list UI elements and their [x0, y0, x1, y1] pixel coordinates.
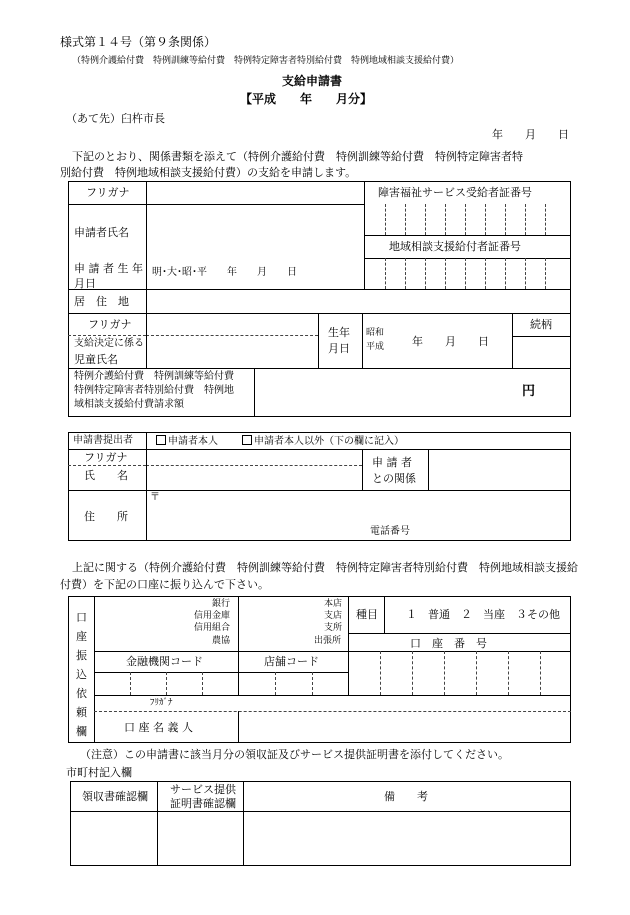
account-type-label: 種目 — [356, 608, 378, 621]
intro-line-2: 別給付費 特例地域相談支援給付費）の支給を申請します。 — [60, 166, 357, 179]
submitter-self-option[interactable] — [156, 435, 218, 447]
bank-side-1: 口 — [76, 611, 87, 624]
remarks-label: 備 考 — [384, 790, 428, 803]
yen-unit: 円 — [522, 384, 536, 399]
bank-side-5: 依 — [76, 687, 87, 700]
page-title: 支給申請書 — [282, 74, 343, 88]
amount-label-1: 特例介護給付費 特例訓練等給付費 — [74, 371, 234, 382]
receipt-check-label: 領収書確認欄 — [82, 790, 148, 803]
form-subtitle: （特例介護給付費 特例訓練等給付費 特例特定障害者特別給付費 特例地域相談支援給付費） — [72, 56, 460, 66]
submitter-name-field[interactable] — [148, 467, 360, 489]
submitter-furigana-label: フリガナ — [84, 451, 128, 464]
submitter-other-option[interactable] — [242, 435, 404, 447]
branch-branch: 支店 — [324, 611, 343, 621]
child-dob-label-2: 月日 — [328, 342, 350, 355]
inst-bank: 銀行 — [212, 599, 231, 609]
applicant-name-label: 申請者氏名 — [74, 226, 129, 239]
holder-furigana-label: ﾌﾘｶﾞﾅ — [150, 698, 173, 708]
postal-mark: 〒 — [150, 492, 160, 503]
amount-label-3: 域相談支援給付費請求額 — [74, 399, 184, 410]
submitter-address-field[interactable] — [148, 492, 570, 540]
branch-office: 支所 — [324, 623, 343, 633]
self-option-label: 申請者本人 — [168, 436, 218, 447]
phone-label: 電話番号 — [370, 526, 410, 537]
consult-cert-label: 地域相談支援給付者証番号 — [389, 240, 521, 253]
child-dob-label-1: 生年 — [328, 326, 350, 339]
self-checkbox[interactable] — [156, 435, 166, 445]
service-cert-label-1: サービス提供 — [170, 783, 236, 796]
dob-label-1: 申 請 者 生 年 — [74, 262, 143, 275]
other-option-label: 申請者本人以外（下の欄に記入） — [254, 436, 404, 447]
applicant-dob-value: 明･大･昭･平 年 月 日 — [152, 267, 297, 278]
remarks-field[interactable] — [244, 812, 570, 865]
branch-code-label: 店舗コード — [264, 655, 319, 668]
account-holder-field[interactable] — [240, 713, 570, 742]
cert-number-label: 障害福祉サービス受給者証番号 — [378, 186, 532, 199]
bank-side-6: 頼 — [76, 706, 87, 719]
era-heisei: 平成 — [366, 342, 385, 352]
inst-shinkumi: 信用組合 — [194, 623, 231, 633]
branch-sub: 出張所 — [314, 636, 342, 646]
account-holder-label: 口 座 名 義 人 — [124, 721, 193, 734]
bank-code-label: 金融機関コード — [126, 655, 203, 668]
bank-intro-line-1: 上記に関する（特例介護給付費 特例訓練等給付費 特例特定障害者特別給付費 特例地域相談支援給 — [72, 561, 578, 574]
branch-main: 本店 — [324, 599, 343, 609]
receipt-check-field[interactable] — [71, 812, 156, 865]
attachment-note: （注意）この申請書に該当月分の領収証及びサービス提供証明書を添付してください。 — [80, 748, 509, 761]
service-cert-label-2: 証明書確認欄 — [170, 797, 236, 810]
period-label: 【平成 年 月分】 — [240, 92, 373, 106]
dob-label-2: 月日 — [74, 277, 96, 290]
address-label: 居 住 地 — [74, 295, 129, 308]
child-furigana-label: フリガナ — [88, 318, 132, 331]
intro-line-1: 下記のとおり、関係書類を添えて（特例介護給付費 特例訓練等給付費 特例特定障害者特 — [72, 150, 523, 163]
submitter-relation-2: との関係 — [372, 472, 416, 485]
branch-name-field[interactable] — [240, 598, 314, 650]
bank-side-4: 込 — [76, 668, 87, 681]
other-checkbox[interactable] — [242, 435, 252, 445]
account-number-label: 口 座 番 号 — [410, 637, 487, 650]
address-field[interactable] — [148, 291, 570, 312]
form-number: 様式第１４号（第９条関係） — [60, 35, 217, 49]
inst-shinkin: 信用金庫 — [194, 611, 231, 621]
account-type-options[interactable]: １ 普通 ２ 当座 ３その他 — [406, 608, 560, 621]
municipal-title: 市町村記入欄 — [66, 766, 132, 779]
bank-side-7: 欄 — [76, 725, 87, 738]
inst-nokyo: 農協 — [212, 636, 231, 646]
submitter-address-label: 住 所 — [84, 510, 128, 523]
child-label-2: 児童氏名 — [74, 353, 118, 366]
submitter-name-label: 氏 名 — [84, 469, 128, 482]
amount-label-2: 特例特定障害者特別給付費 特例地 — [74, 385, 234, 396]
application-date: 年 月 日 — [492, 128, 569, 141]
bank-name-field[interactable] — [96, 598, 192, 650]
child-dob-value: 年 月 日 — [412, 335, 489, 348]
bank-side-3: 振 — [76, 649, 87, 662]
service-cert-field[interactable] — [158, 812, 242, 865]
submitter-label: 申請書提出者 — [73, 435, 133, 446]
era-showa: 昭和 — [366, 328, 385, 338]
bank-intro-line-2: 付費）を下記の口座に振り込んで下さい。 — [60, 578, 269, 591]
applicant-furigana-label: フリガナ — [86, 186, 130, 199]
bank-side-2: 座 — [76, 630, 87, 643]
addressee: （あて先）臼杵市長 — [66, 112, 165, 125]
submitter-relation-1: 申 請 者 — [372, 456, 412, 469]
child-label-1: 支給決定に係る — [74, 338, 144, 349]
relation-label: 続柄 — [530, 318, 552, 331]
